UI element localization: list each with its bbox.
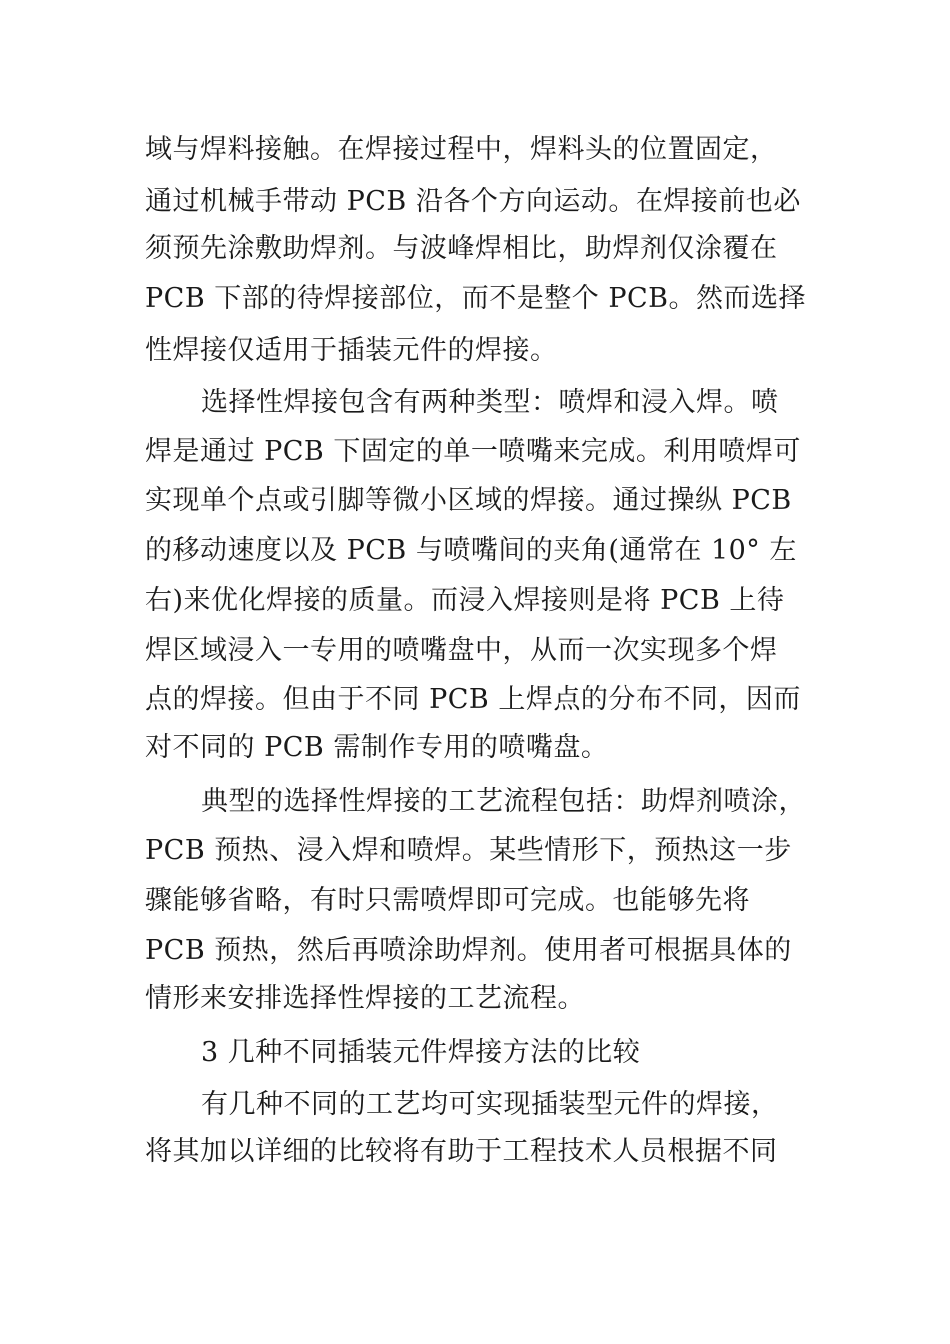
text-line: 情形来安排选择性焊接的工艺流程。 <box>145 983 585 1014</box>
text-line: 右)来优化焊接的质量。而浸入焊接则是将 PCB 上待 <box>145 585 785 616</box>
text-line: 域与焊料接触。在焊接过程中，焊料头的位置固定， <box>145 134 778 165</box>
text-line: 将其加以详细的比较将有助于工程技术人员根据不同 <box>145 1136 778 1167</box>
text-line: 焊区域浸入一专用的喷嘴盘中，从而一次实现多个焊 <box>145 635 778 666</box>
text-line: PCB 预热，然后再喷涂助焊剂。使用者可根据具体的 <box>145 935 792 966</box>
paragraph-first-line: 选择性焊接包含有两种类型：喷焊和浸入焊。喷 <box>201 387 779 418</box>
text-line: 点的焊接。但由于不同 PCB 上焊点的分布不同，因而 <box>145 684 801 715</box>
paragraph-first-line: 有几种不同的工艺均可实现插装型元件的焊接， <box>201 1089 779 1120</box>
text-line: 骤能够省略，有时只需喷焊即可完成。也能够先将 <box>145 885 750 916</box>
text-line: 焊是通过 PCB 下固定的单一喷嘴来完成。利用喷焊可 <box>145 436 801 467</box>
text-line: 实现单个点或引脚等微小区域的焊接。通过操纵 PCB <box>145 485 792 516</box>
text-line: 须预先涂敷助焊剂。与波峰焊相比，助焊剂仅涂覆在 <box>145 233 778 264</box>
text-line: 通过机械手带动 PCB 沿各个方向运动。在焊接前也必 <box>145 186 801 217</box>
text-line: 性焊接仅适用于插装元件的焊接。 <box>145 335 558 366</box>
text-line: 对不同的 PCB 需制作专用的喷嘴盘。 <box>145 732 609 763</box>
text-line: 的移动速度以及 PCB 与喷嘴间的夹角(通常在 10° 左 <box>145 535 797 566</box>
section-heading: 3 几种不同插装元件焊接方法的比较 <box>201 1037 641 1068</box>
paragraph-first-line: 典型的选择性焊接的工艺流程包括：助焊剂喷涂， <box>201 786 806 817</box>
text-line: PCB 预热、浸入焊和喷焊。某些情形下，预热这一步 <box>145 835 792 866</box>
text-line: PCB 下部的待焊接部位，而不是整个 PCB。然而选择 <box>145 283 806 314</box>
